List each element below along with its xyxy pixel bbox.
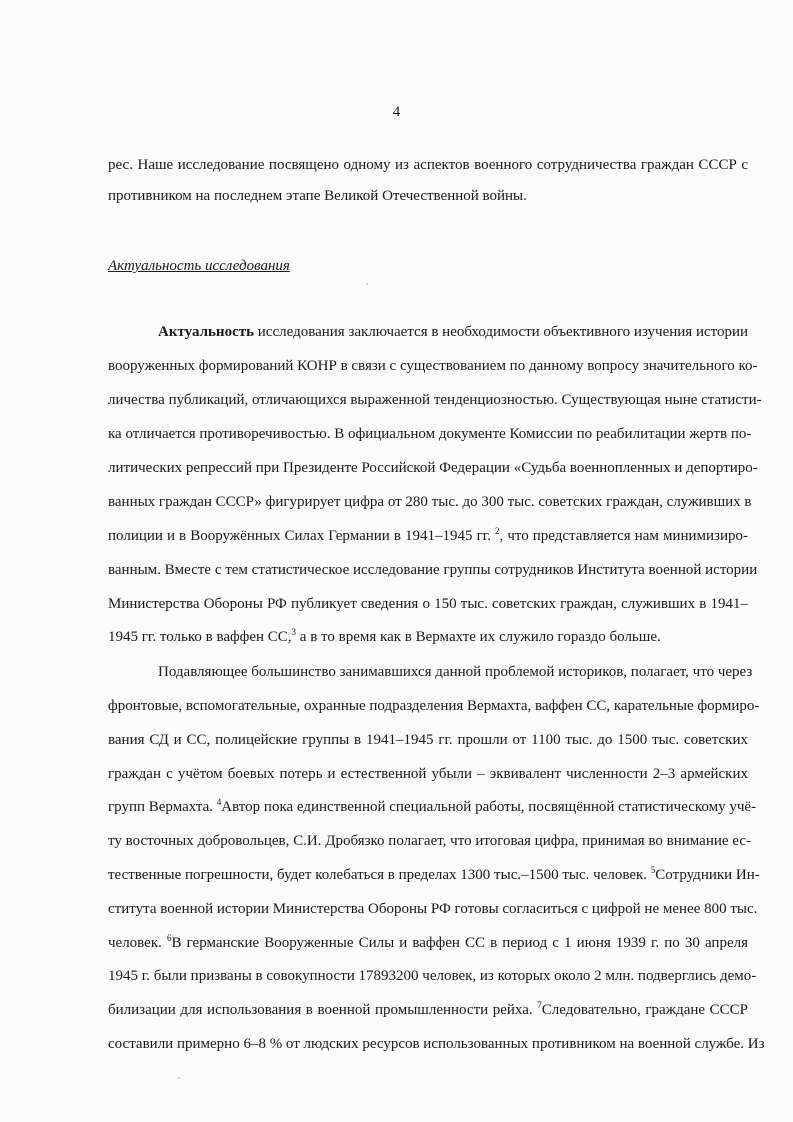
footnote-ref-6: 6 (166, 933, 172, 943)
text-span: , что представляется нам минимизиро- (499, 528, 749, 544)
paragraph-2-line-7 (108, 865, 760, 885)
paragraph-2-line-12: составили примерно 6–8 % от людских ресурсов использованных противником на военной службе. Из (108, 1036, 765, 1052)
paragraph-2-line-9 (108, 933, 748, 953)
paragraph-2-line-3: вания СД и СС, полицейские группы в 1941–1945 гг. прошли от 1100 тыс. до 1500 тыс. советских (108, 732, 748, 748)
intro-line-1: рес. Наше исследование посвящено одному из аспектов военного сотрудничества граждан СССР с (108, 157, 748, 173)
scan-speck (178, 1077, 180, 1079)
text-span: Сотрудники Ин- (655, 867, 760, 883)
paragraph-1-line-7 (108, 526, 748, 546)
text-span: тественные погрешности, будет колебаться в пределах 1300 тыс.–1500 тыс. человек. (108, 867, 648, 883)
paragraph-1-line-4: ка отличается противоречивостью. В официальном документе Комиссии по реабилитации жертв по- (108, 426, 752, 442)
paragraph-1-line-9: Министерства Обороны РФ публикует сведения о 150 тыс. советских граждан, служивших в 1941– (108, 596, 748, 612)
paragraph-2-line-4: граждан с учётом боевых потерь и естественной убыли – эквивалент численности 2–3 армейских (108, 766, 748, 782)
text-span: В германские Вооруженные Силы и ваффен СС в период с 1 июня 1939 г. по 30 апреля (171, 935, 748, 951)
text-span: человек. (108, 935, 162, 951)
footnote-ref-4: 4 (216, 797, 222, 807)
paragraph-2-line-1: Подавляющее большинство занимавшихся данной проблемой историков, полагает, что через (158, 664, 753, 680)
paragraph-1-line-3: личества публикаций, отличающихся выраженной тенденциозностью. Существующая ныне статисти- (108, 392, 762, 408)
text-span: Следовательно, граждане СССР (541, 1002, 748, 1018)
section-heading: Актуальность исследования (108, 258, 290, 274)
scan-speck (366, 283, 368, 285)
paragraph-2-line-2: фронтовые, вспомогательные, охранные подразделения Вермахта, ваффен СС, карательные формиро- (108, 698, 760, 714)
bold-term: Актуальность (158, 324, 255, 340)
paragraph-2-line-5 (108, 797, 757, 817)
text-span: исследования заключается в необходимости объективного изучения истории (257, 324, 749, 340)
paragraph-2-line-8: ститута военной истории Министерства Обороны РФ готовы согласиться с цифрой не менее 800 тыс. (108, 901, 758, 917)
footnote-ref-2: 2 (495, 526, 500, 536)
intro-line-2: противником на последнем этапе Великой Отечественной войны. (108, 188, 527, 204)
paragraph-2-line-6: ту восточных добровольцев, С.И. Дробязко полагает, что итоговая цифра, принимая во внимание ес- (108, 833, 751, 849)
text-span: полиции и в Вооружённых Силах Германии в 1941–1945 гг. (108, 528, 491, 544)
paragraph-1-line-2: вооруженных формирований КОНР в связи с существованием по данному вопросу значительного ко- (108, 358, 758, 374)
paragraph-2-line-10: 1945 г. были призваны в совокупности 17893200 человек, из которых около 2 млн. подверглись демо- (108, 968, 757, 984)
paragraph-1-line-10 (108, 627, 748, 647)
paragraph-2-line-11 (108, 1000, 748, 1020)
paragraph-1-line-5: литических репрессий при Президенте Российской Федерации «Судьба военнопленных и депортиро- (108, 460, 758, 476)
paragraph-1-line-8: ванным. Вместе с тем статистическое исследование группы сотрудников Института военной истории (108, 562, 758, 578)
footnote-ref-5: 5 (650, 865, 656, 875)
footnote-ref-3: 3 (291, 627, 297, 637)
text-span: 1945 гг. только в ваффен СС, (108, 629, 292, 645)
text-span: билизации для использования в военной промышленности рейха. (108, 1002, 533, 1018)
paragraph-1-line-6: ванных граждан СССР» фигурирует цифра от 280 тыс. до 300 тыс. советских граждан, служивших в (108, 494, 752, 510)
page-number: 4 (392, 104, 401, 120)
paragraph-1-line-1 (158, 322, 748, 342)
footnote-ref-7: 7 (537, 1000, 542, 1010)
text-span: групп Вермахта. (108, 799, 214, 815)
text-span: Автор пока единственной специальной работы, посвящённой статистическому учё- (221, 799, 757, 815)
text-span: а в то время как в Вермахте их служило гораздо больше. (299, 629, 661, 645)
